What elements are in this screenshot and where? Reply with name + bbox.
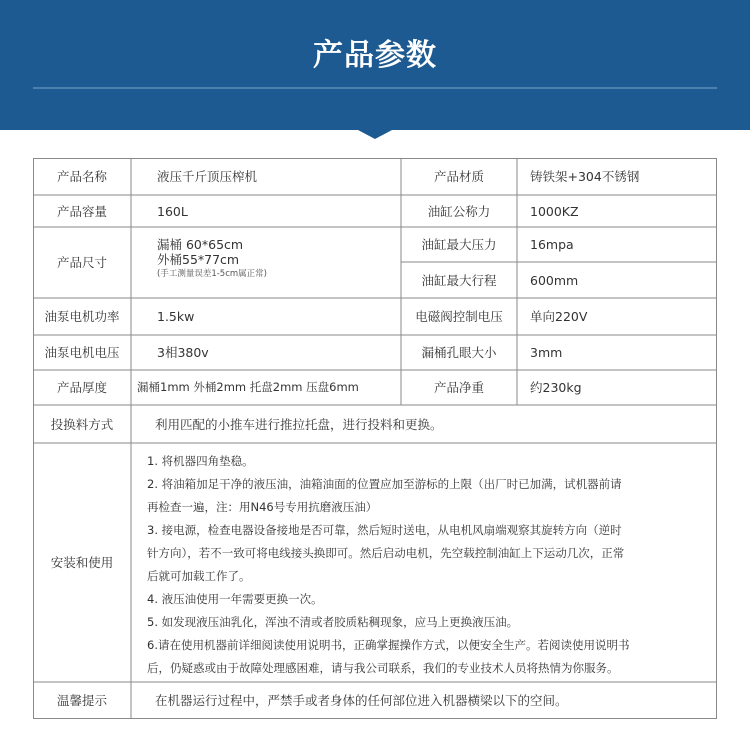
install-line: 2. 将油箱加足干净的液压油，油箱油面的位置应加至游标的上限（出厂时已加满，试机器前请	[147, 477, 622, 491]
label-motor-power: 油泵电机功率	[44, 309, 120, 324]
label-product-name: 产品名称	[56, 169, 107, 184]
label-material: 产品材质	[433, 169, 484, 184]
value-motor-voltage: 3相380v	[157, 345, 209, 360]
value-max-pressure: 16mpa	[530, 237, 574, 252]
value-loading-method: 利用匹配的小推车进行推拉托盘，进行投料和更换。	[155, 416, 443, 432]
page-title: 产品参数	[313, 38, 437, 73]
install-line: 1. 将机器四角垫稳。	[147, 454, 254, 468]
value-thickness: 漏桶1mm 外桶2mm 托盘2mm 压盘6mm	[137, 379, 359, 394]
value-cylinder-force: 1000KZ	[530, 203, 579, 219]
install-line: 后就可加载工作了。	[147, 569, 251, 583]
parameter-table	[33, 158, 717, 719]
install-line: 6.请在使用机器前详细阅读使用说明书，正确掌握操作方式，以便安全生产。若阅读使用说明书	[147, 638, 630, 652]
label-max-stroke: 油缸最大行程	[421, 272, 497, 288]
label-size: 产品尺寸	[56, 255, 107, 270]
label-valve-voltage: 电磁阀控制电压	[415, 309, 503, 324]
value-product-name: 液压千斤顶压榨机	[157, 169, 258, 184]
value-valve-voltage: 单向220V	[530, 309, 588, 324]
label-thickness: 产品厚度	[56, 380, 107, 395]
value-size	[157, 237, 401, 295]
label-hole-size: 漏桶孔眼大小	[421, 345, 497, 360]
install-line: 后，仍疑惑或由于故障处理感困难，请与我公司联系，我们的专业技术人员将热情为你服务。	[147, 661, 619, 675]
value-net-weight: 约230kg	[530, 380, 582, 395]
size-outer-bucket: 外桶55*77cm	[157, 252, 240, 267]
install-line: 针方向），若不一致可将电线接头换即可。然后启动电机，先空载控制油缸上下运动几次，正常	[147, 546, 625, 560]
header-banner	[0, 0, 750, 142]
value-motor-power: 1.5kw	[157, 309, 195, 324]
label-motor-voltage: 油泵电机电压	[44, 345, 120, 360]
install-line: 4. 液压油使用一年需要更换一次。	[147, 592, 323, 606]
size-inner-bucket: 漏桶 60*65cm	[157, 237, 244, 252]
label-cylinder-force: 油缸公称力	[427, 203, 491, 219]
size-note: (手工测量误差1-5cm属正常)	[157, 269, 267, 279]
label-max-pressure: 油缸最大压力	[421, 237, 497, 252]
install-line: 5. 如发现液压油乳化，浑浊不清或者胶质粘稠现象，应马上更换液压油。	[147, 615, 519, 629]
value-capacity: 160L	[157, 203, 188, 219]
installation-steps	[147, 450, 713, 678]
label-net-weight: 产品净重	[433, 380, 484, 395]
install-line: 再检查一遍，注：用N46号专用抗磨液压油）	[147, 500, 378, 514]
value-material: 铸铁架+304不锈钢	[530, 169, 640, 184]
value-warning: 在机器运行过程中，严禁手或者身体的任何部位进入机器横梁以下的空间。	[155, 693, 568, 708]
label-loading-method: 投换料方式	[50, 416, 114, 432]
value-hole-size: 3mm	[530, 345, 563, 360]
value-max-stroke: 600mm	[530, 272, 579, 288]
label-installation: 安装和使用	[50, 555, 114, 570]
label-warning: 温馨提示	[56, 693, 107, 708]
install-line: 3. 接电源，检查电器设备接地是否可靠，然后短时送电，从电机风扇端观察其旋转方向（逆时	[147, 523, 622, 537]
label-capacity: 产品容量	[56, 203, 107, 219]
